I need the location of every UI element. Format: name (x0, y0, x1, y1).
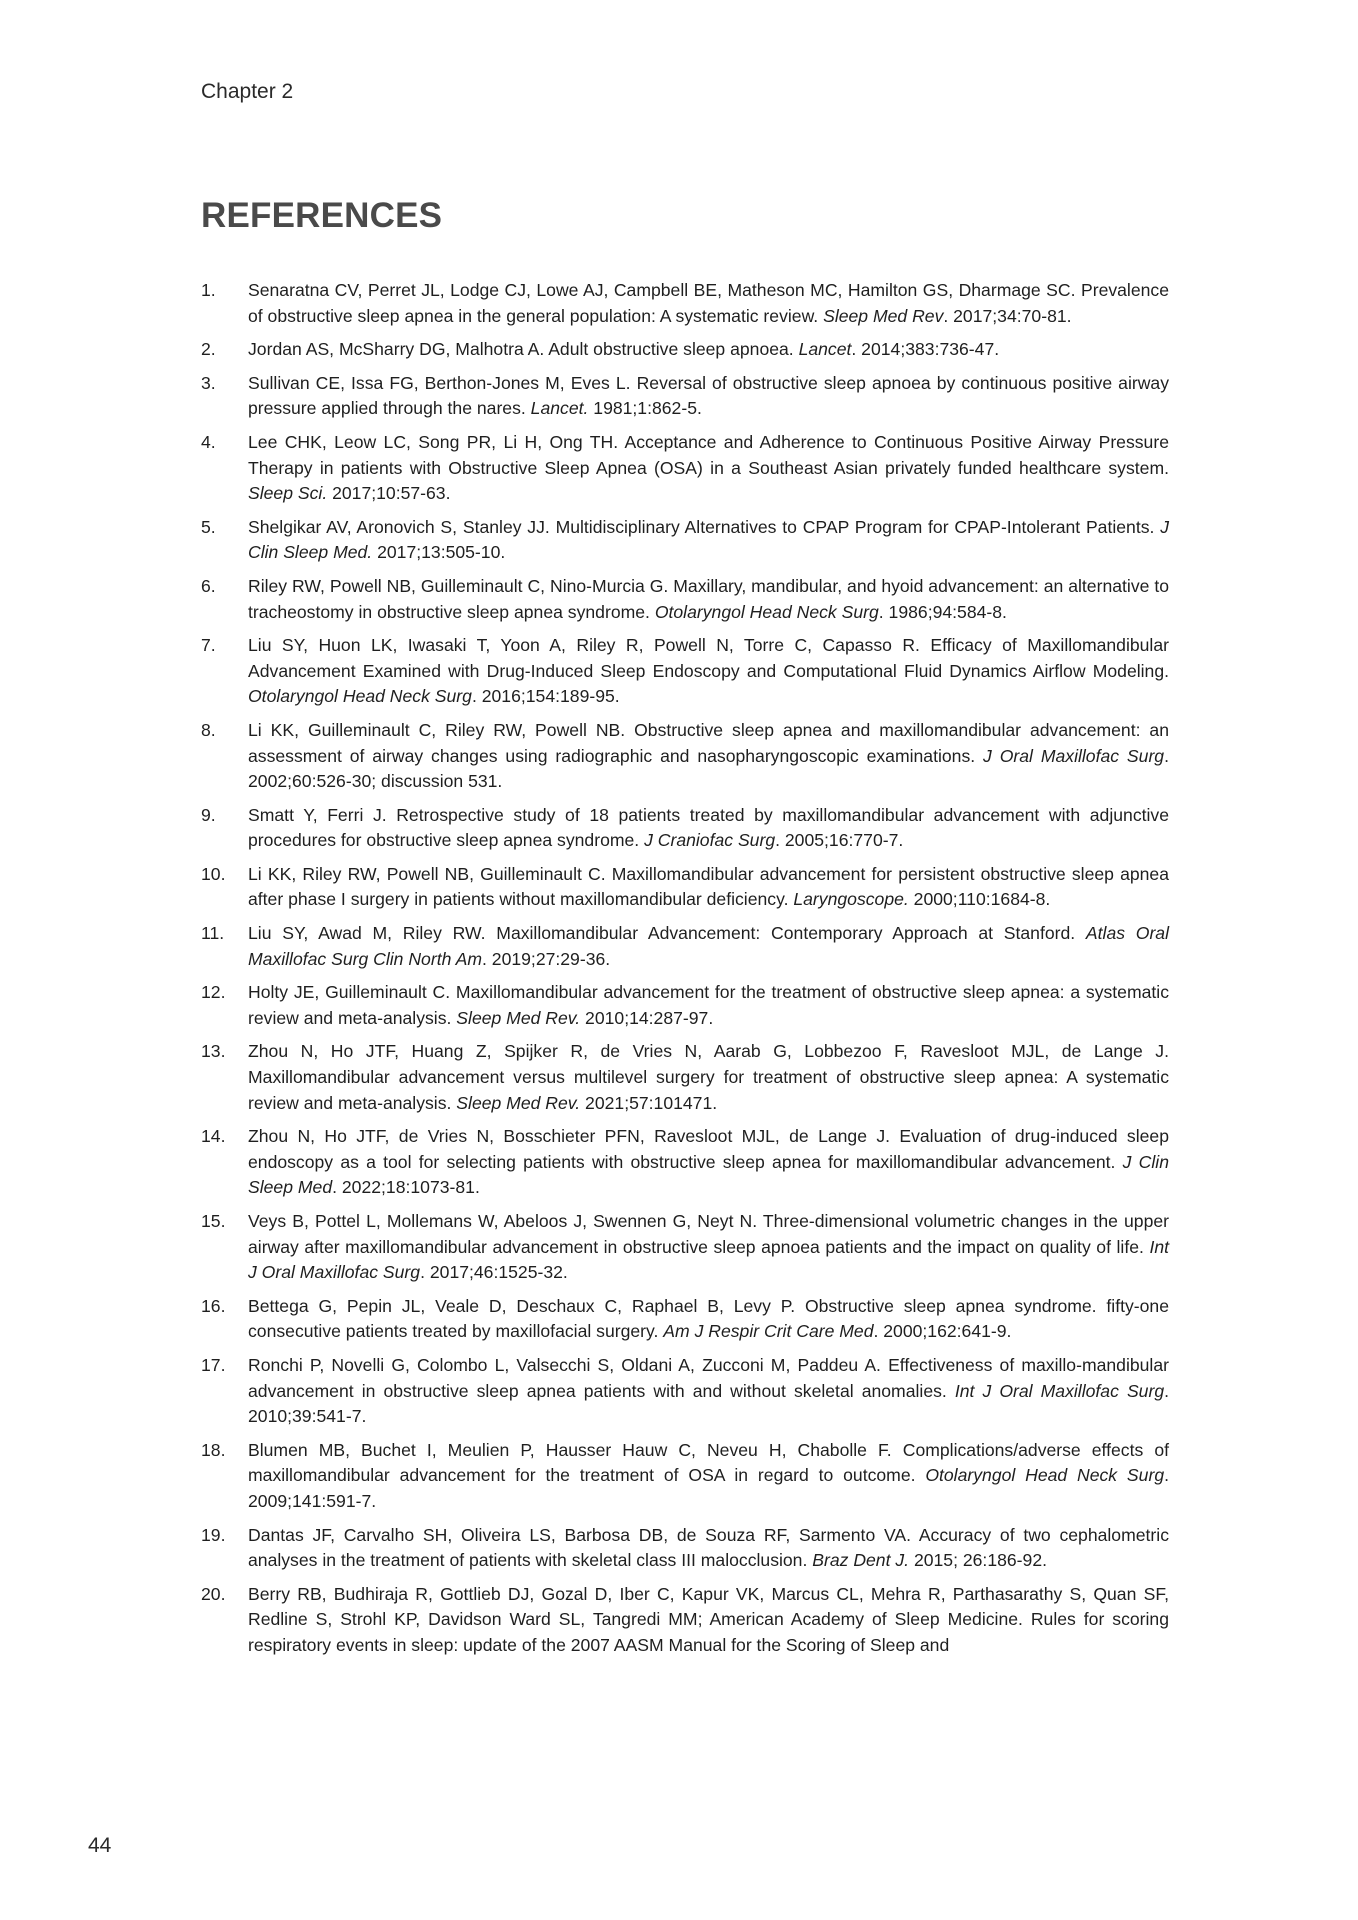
reference-text (248, 633, 1169, 710)
reference-body: Li KK, Guilleminault C, Riley RW, Powell NB. Obstructive sleep apnea and maxillomandibular advancement: an assessment of airway changes using radiographic and nasopharyngoscopic examinations. (248, 719, 1169, 766)
reference-body: Liu SY, Awad M, Riley RW. Maxillomandibular Advancement: Contemporary Approach at Stanford. (248, 923, 1086, 944)
reference-number: 3. (201, 372, 216, 393)
reference-text (248, 1438, 1169, 1515)
journal-name: Lancet (798, 339, 852, 360)
reference-tail: . 1986;94:584-8. (878, 601, 1007, 622)
journal-name: Otolaryngol Head Neck Surg (925, 1465, 1165, 1486)
reference-text (248, 278, 1169, 329)
section-title: REFERENCES (201, 196, 443, 235)
reference-text (248, 1039, 1169, 1116)
reference-body: Zhou N, Ho JTF, de Vries N, Bosschieter PFN, Ravesloot MJL, de Lange J. Evaluation of drug-induced sleep endoscopy as a tool for selecting patients with obstructive sleep apnea for maxillomandibular advancement. (248, 1126, 1169, 1172)
reference-tail: . 2010;39:541-7. (248, 1380, 1169, 1427)
reference-number: 6. (201, 575, 216, 596)
reference-tail: . 2019;27:29-36. (482, 948, 611, 969)
reference-body: Liu SY, Huon LK, Iwasaki T, Yoon A, Riley R, Powell N, Torre C, Capasso R. Efficacy of Maxillomandibular Advancement Examined with Drug-Induced Sleep Endoscopy and Computational Fluid Dynamics Airflow Modeling. (248, 635, 1169, 681)
reference-text (248, 574, 1169, 625)
reference-tail: . 2017;46:1525-32. (420, 1262, 568, 1283)
reference-item (201, 1353, 1169, 1430)
reference-tail: . 2000;162:641-9. (873, 1321, 1012, 1342)
reference-item (201, 1039, 1169, 1116)
reference-tail: . 2016;154:189-95. (471, 686, 620, 707)
reference-tail: 2010;14:287-97. (580, 1007, 714, 1028)
reference-item (201, 337, 1169, 363)
reference-tail: 1981;1:862-5. (588, 398, 702, 419)
journal-name: Sleep Med Rev. (456, 1092, 581, 1113)
reference-item (201, 1523, 1169, 1574)
reference-body: Ronchi P, Novelli G, Colombo L, Valsecchi S, Oldani A, Zucconi M, Paddeu A. Effectiveness of maxillo-mandibular advancement in obstructive sleep apnea patients with and without skeletal anomalies. (248, 1354, 1169, 1401)
reference-number: 13. (201, 1041, 226, 1062)
reference-text (248, 921, 1169, 972)
reference-number: 5. (201, 516, 216, 537)
journal-name: Sleep Med Rev (823, 305, 944, 326)
reference-tail: 2015; 26:186-92. (909, 1550, 1047, 1571)
reference-tail: 2017;13:505-10. (372, 542, 506, 563)
reference-tail: . 2014;383:736-47. (851, 339, 1000, 360)
reference-text (248, 430, 1169, 507)
journal-name: Int J Oral Maxillofac Surg (248, 1236, 1169, 1283)
reference-body: Blumen MB, Buchet I, Meulien P, Hausser Hauw C, Neveu H, Chabolle F. Complications/adverse effects of maxillomandibular advancement for the treatment of OSA in regard to outcome. (248, 1439, 1169, 1486)
reference-tail: . 2017;34:70-81. (943, 305, 1072, 326)
reference-body: Shelgikar AV, Aronovich S, Stanley JJ. Multidisciplinary Alternatives to CPAP Program for CPAP-Intolerant Patients. (248, 516, 1161, 537)
reference-item (201, 803, 1169, 854)
reference-number: 18. (201, 1439, 226, 1460)
reference-number: 14. (201, 1126, 226, 1147)
reference-item (201, 1582, 1169, 1659)
reference-text (248, 515, 1169, 566)
reference-list (201, 278, 1169, 1667)
reference-item (201, 278, 1169, 329)
journal-name: Int J Oral Maxillofac Surg (954, 1380, 1165, 1401)
journal-name: J Oral Maxillofac Surg (983, 745, 1165, 766)
page-number: 44 (88, 1834, 112, 1857)
reference-tail: 2021;57:101471. (580, 1092, 718, 1113)
reference-item (201, 1124, 1169, 1201)
reference-body: Riley RW, Powell NB, Guilleminault C, Nino-Murcia G. Maxillary, mandibular, and hyoid advancement: an alternative to tracheostomy in obstructive sleep apnea syndrome. (248, 575, 1169, 622)
reference-item (201, 633, 1169, 710)
reference-number: 19. (201, 1524, 226, 1545)
reference-tail: . 2022;18:1073-81. (332, 1177, 480, 1198)
reference-text (248, 718, 1169, 795)
reference-text (248, 1124, 1169, 1201)
reference-number: 12. (201, 982, 226, 1003)
reference-tail: . 2005;16:770-7. (775, 830, 904, 851)
reference-body: Holty JE, Guilleminault C. Maxillomandibular advancement for the treatment of obstructive sleep apnea: a systematic review and meta-analysis. (248, 982, 1169, 1028)
running-head: Chapter 2 (201, 80, 294, 103)
journal-name: Lancet. (530, 398, 589, 419)
reference-number: 4. (201, 431, 216, 452)
reference-number: 16. (201, 1295, 226, 1316)
reference-body: Smatt Y, Ferri J. Retrospective study of 18 patients treated by maxillomandibular advancement with adjunctive procedures for obstructive sleep apnea syndrome. (248, 804, 1169, 851)
reference-text (248, 371, 1169, 422)
reference-text (248, 1523, 1169, 1574)
reference-text (248, 1294, 1169, 1345)
reference-number: 20. (201, 1583, 226, 1604)
reference-body: Lee CHK, Leow LC, Song PR, Li H, Ong TH. Acceptance and Adherence to Continuous Positive Airway Pressure Therapy in patients with Obstructive Sleep Apnea (OSA) in a Southeast Asian privately funded healthcare system. (248, 431, 1169, 478)
journal-name: J Clin Sleep Med (248, 1151, 1169, 1198)
reference-number: 1. (201, 280, 216, 300)
journal-name: J Craniofac Surg (644, 830, 776, 851)
reference-item (201, 1294, 1169, 1345)
reference-number: 17. (201, 1354, 226, 1375)
journal-name: Sleep Sci. (248, 483, 328, 504)
reference-number: 11. (201, 923, 225, 944)
journal-name: Sleep Med Rev. (456, 1007, 581, 1028)
journal-name: Otolaryngol Head Neck Surg (248, 686, 472, 707)
reference-tail: . 2002;60:526-30; discussion 531. (248, 745, 1169, 792)
reference-text (248, 1209, 1169, 1286)
reference-number: 9. (201, 804, 216, 825)
reference-number: 15. (201, 1211, 226, 1231)
reference-number: 7. (201, 635, 216, 656)
reference-body: Veys B, Pottel L, Mollemans W, Abeloos J, Swennen G, Neyt N. Three-dimensional volumetric changes in the upper airway after maxillomandibular advancement in obstructive sleep apnoea patients and the impact on quality of life. (248, 1211, 1169, 1257)
reference-body: Li KK, Riley RW, Powell NB, Guilleminault C. Maxillomandibular advancement for persistent obstructive sleep apnea after phase I surgery in patients without maxillomandibular deficiency. (248, 863, 1169, 910)
reference-item (201, 574, 1169, 625)
reference-text (248, 337, 1169, 363)
journal-name: Atlas Oral Maxillofac Surg Clin North Am (248, 923, 1169, 969)
reference-item (201, 515, 1169, 566)
reference-tail: 2000;110:1684-8. (908, 889, 1051, 910)
reference-item (201, 980, 1169, 1031)
reference-body: Berry RB, Budhiraja R, Gottlieb DJ, Gozal D, Iber C, Kapur VK, Marcus CL, Mehra R, Parthasarathy S, Quan SF, Redline S, Strohl KP, Davidson Ward SL, Tangredi MM; American Academy of Sleep Medicine. Rules for scoring respiratory events in sleep: update of the 2007 AASM Manual for the Scoring of Sleep and (248, 1583, 1169, 1655)
reference-body: Senaratna CV, Perret JL, Lodge CJ, Lowe AJ, Campbell BE, Matheson MC, Hamilton GS, Dharmage SC. Prevalence of obstructive sleep apnea in the general population: A systematic review. (248, 280, 1169, 326)
journal-name: Braz Dent J. (812, 1550, 910, 1571)
reference-body: Zhou N, Ho JTF, Huang Z, Spijker R, de Vries N, Aarab G, Lobbezoo F, Ravesloot MJL, de Lange J. Maxillomandibular advancement versus multilevel surgery for treatment of obstructive sleep apnea: A systematic review and meta-analysis. (248, 1041, 1169, 1113)
reference-text (248, 1353, 1169, 1430)
journal-name: Laryngoscope. (793, 889, 909, 910)
reference-item (201, 1209, 1169, 1286)
reference-item (201, 862, 1169, 913)
reference-number: 2. (201, 339, 216, 360)
reference-tail: 2017;10:57-63. (327, 483, 451, 504)
journal-name: Am J Respir Crit Care Med (663, 1321, 874, 1342)
reference-body: Dantas JF, Carvalho SH, Oliveira LS, Barbosa DB, de Souza RF, Sarmento VA. Accuracy of two cephalometric analyses in the treatment of patients with skeletal class III malocclusion. (248, 1524, 1169, 1571)
reference-body: Bettega G, Pepin JL, Veale D, Deschaux C, Raphael B, Levy P. Obstructive sleep apnea syndrome. fifty-one consecutive patients treated by maxillofacial surgery. (248, 1295, 1169, 1342)
journal-name: Otolaryngol Head Neck Surg (654, 601, 879, 622)
reference-item (201, 1438, 1169, 1515)
reference-item (201, 921, 1169, 972)
reference-item (201, 371, 1169, 422)
reference-body: Sullivan CE, Issa FG, Berthon-Jones M, Eves L. Reversal of obstructive sleep apnoea by continuous positive airway pressure applied through the nares. (248, 372, 1169, 419)
reference-number: 10. (201, 863, 226, 884)
reference-text (248, 1582, 1169, 1659)
journal-name: J Clin Sleep Med. (248, 516, 1169, 563)
reference-tail: . 2009;141:591-7. (248, 1465, 1169, 1511)
reference-text (248, 803, 1169, 854)
reference-text (248, 862, 1169, 913)
reference-text (248, 980, 1169, 1031)
reference-item (201, 718, 1169, 795)
reference-body: Jordan AS, McSharry DG, Malhotra A. Adult obstructive sleep apnoea. (248, 339, 799, 360)
reference-number: 8. (201, 719, 216, 740)
reference-item (201, 430, 1169, 507)
